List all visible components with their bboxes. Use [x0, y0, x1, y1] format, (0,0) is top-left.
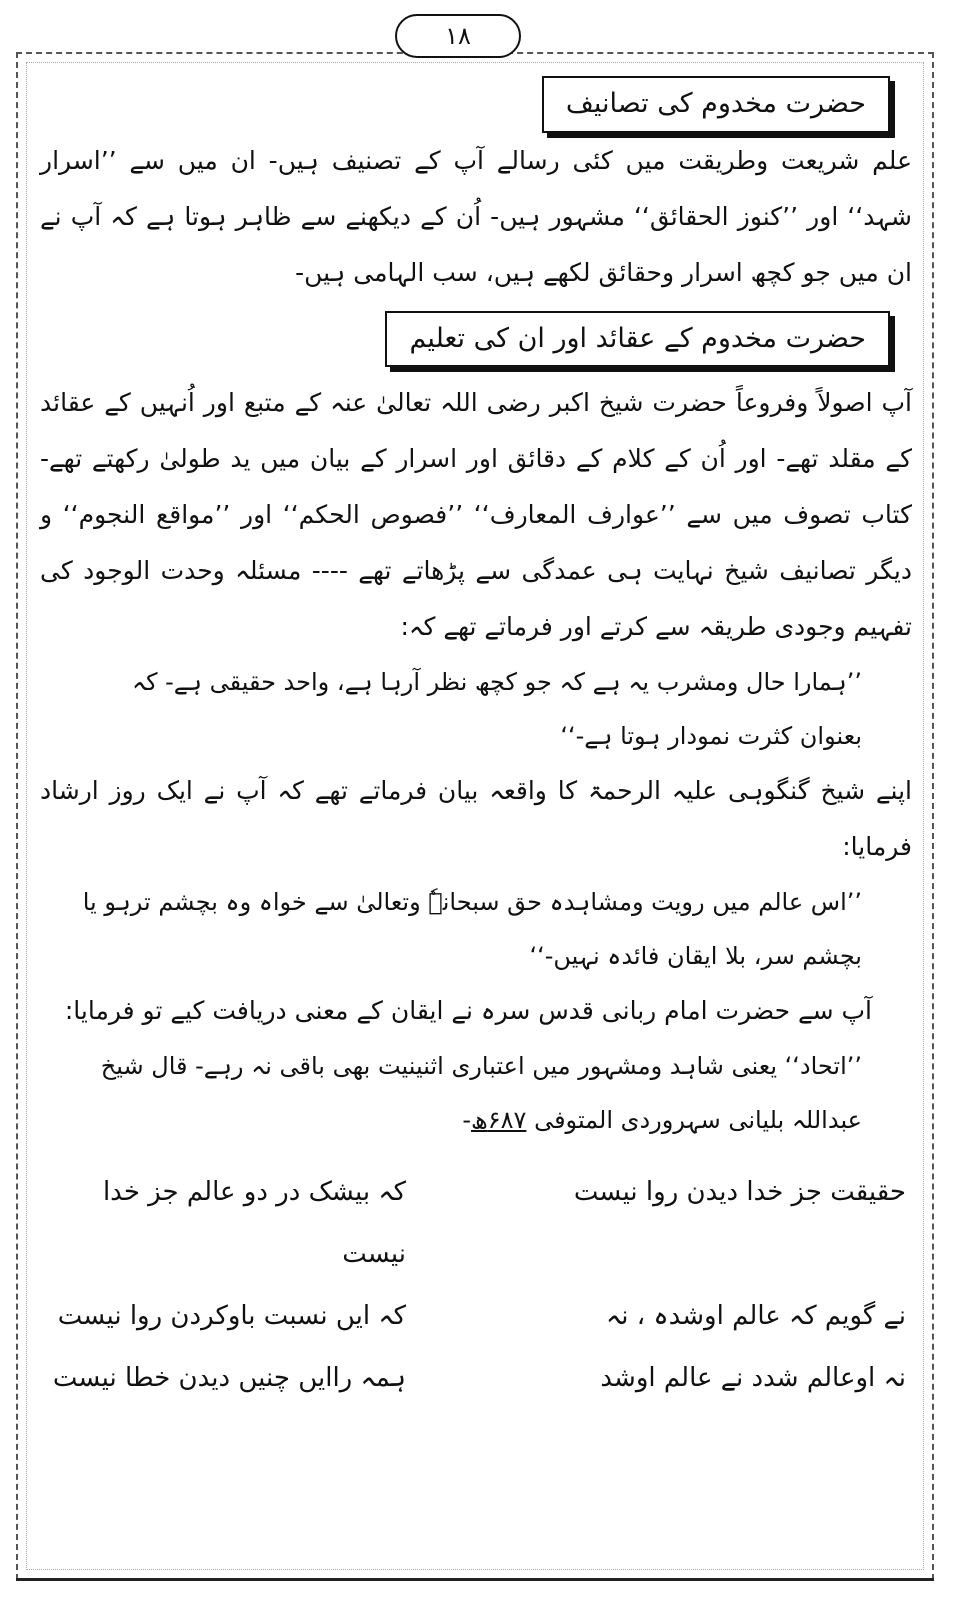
section-heading-beliefs: حضرت مخدوم کے عقائد اور ان کی تعلیم: [385, 311, 890, 368]
page-number-badge: [395, 14, 521, 58]
death-year: ۶۸۷ھ: [470, 1106, 527, 1134]
poem-line-2-right: نے گویم کہ عالم اوشدہ ، نہ: [606, 1301, 906, 1331]
paragraph-gangohi: اپنے شیخ گنگوہی علیہ الرحمۃ کا واقعہ بیان فرماتے تھے کہ آپ نے ایک روز ارشاد فرمایا:: [40, 776, 912, 861]
paragraph-works: علم شریعت وطریقت میں کئی رسالے آپ کے تصنیف ہیں- ان میں سے ’’اسرار شہد‘‘ اور ’’کنوز الحقائق‘‘ مشہور ہیں- اُن کے دیکھنے سے ظاہر ہوتا ہے کہ آپ نے ان میں جو کچھ اسرار وحقائق لکھے ہیں، سب الہامی ہیں-: [40, 145, 912, 287]
heading-1-wrapper: [40, 76, 890, 133]
bottom-border: [16, 1578, 934, 1581]
poem: [40, 1161, 912, 1409]
poem-line-1-right: حقیقت جز خدا دیدن روا نیست: [573, 1177, 906, 1207]
heading-2-wrapper: [40, 311, 890, 368]
page-content: [40, 66, 912, 1409]
section-heading-works: حضرت مخدوم کی تصانیف: [542, 76, 890, 133]
quote-ittihad-text: ’’اتحاد‘‘ یعنی شاہد ومشہور میں اعتباری اثنینیت بھی باقی نہ رہے- قال شیخ عبداللہ بلیانی سہروردی المتوفی: [100, 1052, 862, 1134]
paragraph-beliefs: آپ اصولاً وفروعاً حضرت شیخ اکبر رضی اللہ تعالیٰ عنہ کے متبع اور اُنہیں کے عقائد کے مقلد تھے- اور اُن کے کلام کے دقائق اور اسرار کے بیان میں ید طولیٰ رکھتے تھے- کتاب تصوف میں سے ’’عوارف المعارف‘‘ ’’فصوص الحکم‘‘ اور ’’مواقع النجوم‘‘ و دیگر تصانیف شیخ نہایت ہی عمدگی سے پڑھاتے تھے ---- مسئلہ وحدت الوجود کی تفہیم وجودی طریقہ سے کرتے اور فرماتے تھے کہ:: [40, 388, 912, 641]
poem-line-3-left: ہمہ راایں چنیں دیدن خطا نیست: [52, 1363, 406, 1393]
quote-ittihad: ’’اتحاد‘‘ یعنی شاہد ومشہور میں اعتباری اثنینیت بھی باقی نہ رہے- قال شیخ عبداللہ بلیانی سہروردی المتوفی ۶۸۷ھ-: [100, 1052, 862, 1134]
poem-line-3-right: نہ اوعالم شدد نے عالم اوشد: [600, 1363, 906, 1393]
poem-line-2-left: کہ ایں نسبت باوکردن روا نیست: [57, 1301, 406, 1331]
page-number: ۱۸: [445, 22, 471, 50]
quote-oneness: ’’ہمارا حال ومشرب یہ ہے کہ جو کچھ نظر آرہا ہے، واحد حقیقی ہے- کہ بعنوان کثرت نمودار ہوتا ہے-‘‘: [132, 668, 862, 750]
poem-line-1-left: کہ بیشک در دو عالم جز خدا نیست: [102, 1177, 406, 1269]
paragraph-iqan: آپ سے حضرت امام ربانی قدس سرہ نے ایقان کے معنی دریافت کیے تو فرمایا:: [64, 996, 872, 1025]
quote-vision: ’’اس عالم میں رویت ومشاہدہ حق سبحانہٗ وتعالیٰ سے خواہ وہ بچشم ترہو یا بچشم سر، بلا ایقان فائدہ نہیں-‘‘: [82, 888, 862, 970]
